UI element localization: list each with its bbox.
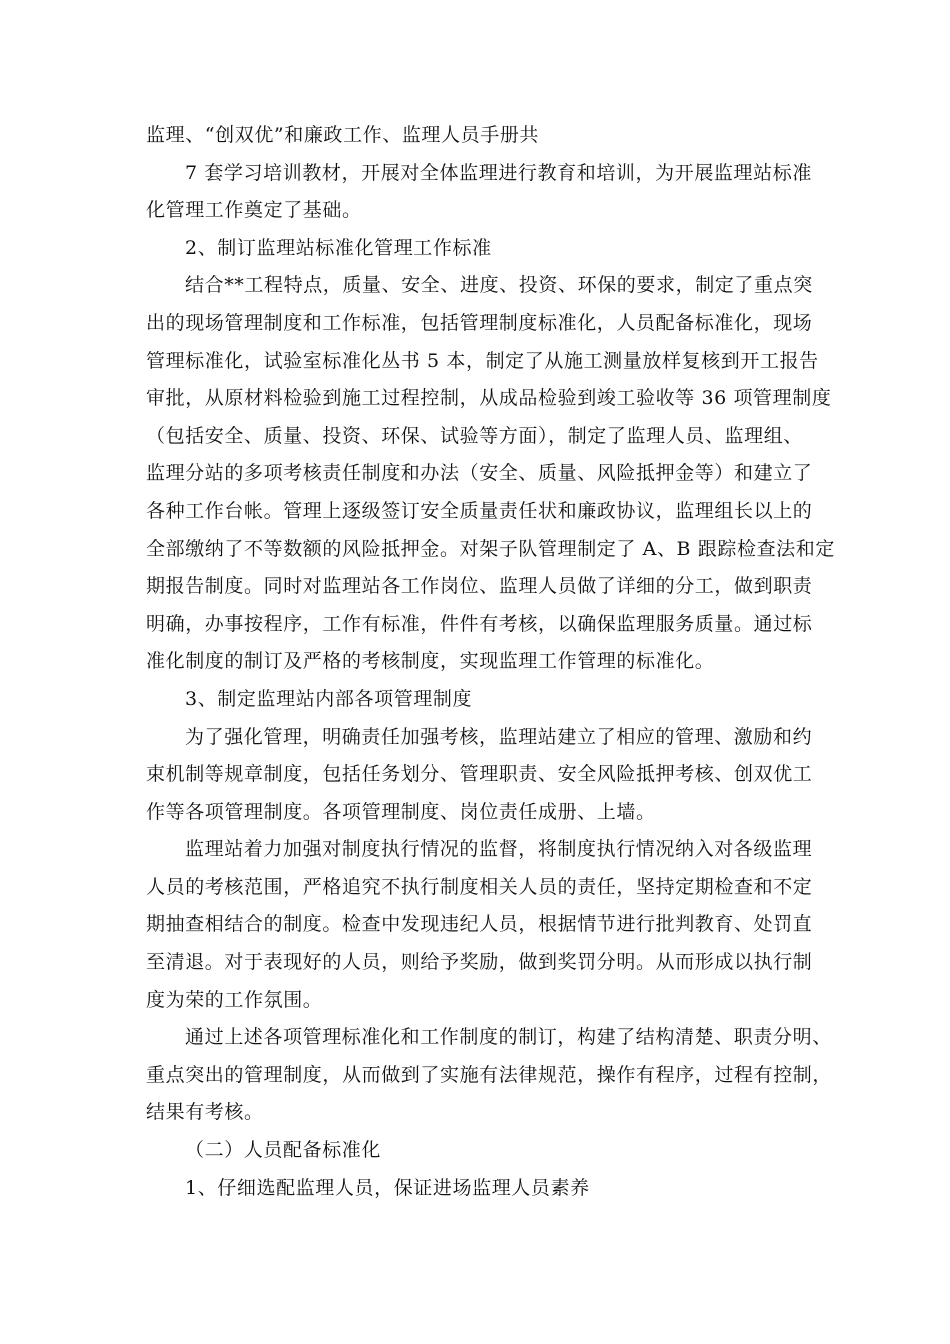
text-line: （包括安全、质量、投资、环保、试验等方面），制定了监理人员、监理组、 — [146, 424, 803, 447]
text-line: 准化制度的制订及严格的考核制度，实现监理工作管理的标准化。 — [146, 650, 715, 673]
text-line: 各种工作台帐。管理上逐级签订安全质量责任状和廉政协议，监理组长以上的 — [146, 499, 813, 522]
text-line: 通过上述各项管理标准化和工作制度的制订，构建了结构清楚、职责分明、 — [185, 1026, 832, 1049]
text-line: 监理站着力加强对制度执行情况的监督，将制度执行情况纳入对各级监理 — [185, 838, 813, 861]
text-line: 重点突出的管理制度，从而做到了实施有法律规范，操作有程序，过程有控制， — [146, 1063, 833, 1086]
text-line: 结果有考核。 — [146, 1101, 264, 1124]
text-line: 度为荣的工作氛围。 — [146, 988, 323, 1011]
text-line: 出的现场管理制度和工作标准，包括管理制度标准化，人员配备标准化，现场 — [146, 311, 813, 334]
text-line: 期抽查相结合的制度。检查中发现违纪人员，根据情节进行批判教育、处罚直 — [146, 913, 813, 936]
section-heading: 3、制定监理站内部各项管理制度 — [185, 687, 473, 710]
text-line: 7 套学习培训教材，开展对全体监理进行教育和培训，为开展监理站标准 — [185, 161, 812, 184]
text-line: 结合**工程特点，质量、安全、进度、投资、环保的要求，制定了重点突 — [185, 274, 813, 297]
text-line: 至清退。对于表现好的人员，则给予奖励，做到奖罚分明。从而形成以执行制 — [146, 951, 813, 974]
text-line: 明确，办事按程序，工作有标准，件件有考核，以确保监理服务质量。通过标 — [146, 612, 813, 635]
text-line: 全部缴纳了不等数额的风险抵押金。对架子队管理制定了 A、B 跟踪检查法和定 — [146, 537, 835, 560]
text-line: 作等各项管理制度。各项管理制度、岗位责任成册、上墙。 — [146, 800, 656, 823]
text-line: 管理标准化，试验室标准化丛书 5 本，制定了从施工测量放样复核到开工报告 — [146, 349, 819, 372]
text-line: 化管理工作奠定了基础。 — [146, 199, 362, 222]
text-line: 束机制等规章制度，包括任务划分、管理职责、安全风险抵押考核、创双优工 — [146, 763, 813, 786]
document-body — [146, 117, 835, 1207]
text-line: 期报告制度。同时对监理站各工作岗位、监理人员做了详细的分工，做到职责 — [146, 575, 813, 598]
text-line: 监理分站的多项考核责任制度和办法（安全、质量、风险抵押金等）和建立了 — [146, 462, 813, 485]
text-line: 监理、“创双优”和廉政工作、监理人员手册共 — [146, 124, 540, 146]
section-heading: 2、制订监理站标准化管理工作标准 — [185, 236, 492, 259]
text-line: 审批，从原材料检验到施工过程控制，从成品检验到竣工验收等 36 项管理制度 — [146, 387, 832, 410]
section-heading: 1、仔细选配监理人员，保证进场监理人员素养 — [185, 1176, 590, 1199]
text-line: 人员的考核范围，严格追究不执行制度相关人员的责任，坚持定期检查和不定 — [146, 875, 813, 898]
text-line: 为了强化管理，明确责任加强考核，监理站建立了相应的管理、激励和约 — [185, 725, 813, 748]
section-heading: （二）人员配备标准化 — [185, 1139, 382, 1162]
